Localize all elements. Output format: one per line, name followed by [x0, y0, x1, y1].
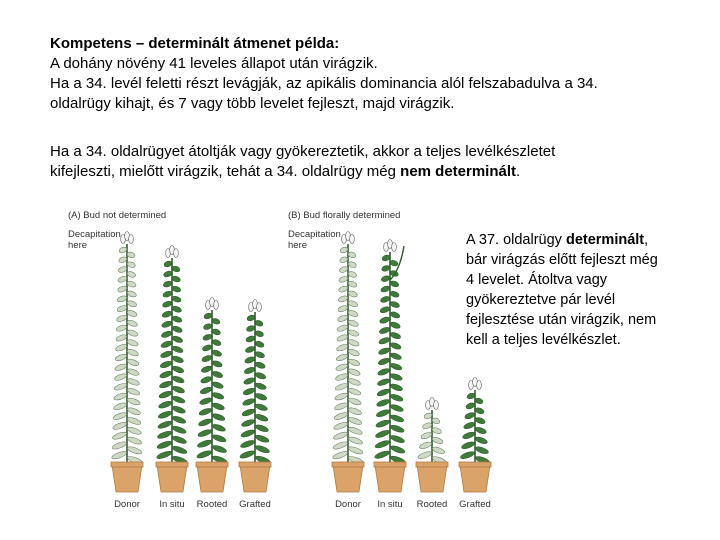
leaf: [474, 426, 487, 435]
leaf: [254, 351, 265, 359]
flower: [350, 235, 355, 244]
panel-a: [68, 210, 271, 510]
pot-rim: [374, 462, 406, 467]
leaf: [161, 310, 172, 318]
leaf: [463, 421, 476, 430]
pot-rim: [239, 462, 271, 467]
leaf: [163, 280, 173, 288]
leaf: [126, 280, 136, 288]
leaf: [197, 428, 212, 438]
leaf: [348, 416, 363, 426]
side-note-line-2: bár virágzás előtt fejleszt még: [466, 252, 658, 268]
side-note: [466, 230, 696, 350]
leaf: [171, 375, 184, 384]
leaf: [127, 416, 142, 426]
leaf: [417, 450, 432, 460]
leaf: [347, 319, 359, 327]
leaf: [126, 300, 137, 308]
leaf: [379, 316, 391, 324]
leaf: [420, 431, 432, 440]
leaf: [171, 335, 183, 344]
panel-a-plant-2: [156, 246, 188, 493]
leaf: [126, 309, 137, 317]
leaf: [111, 440, 127, 450]
leaf: [389, 290, 399, 298]
leaf: [245, 345, 256, 353]
panel-a-plant-3: [196, 298, 228, 493]
intro-line-1: A dohány növény 41 leveles állapot után virágzik.: [50, 55, 378, 72]
leaf: [172, 435, 188, 445]
leaf: [241, 408, 255, 417]
leaf: [379, 326, 391, 335]
leaf: [255, 423, 270, 433]
panel-b-decapitation-label-2: here: [288, 240, 308, 251]
leaf: [378, 347, 391, 356]
leaf: [172, 445, 188, 455]
panel-a-plant-4: [239, 300, 271, 493]
leaf: [333, 411, 348, 421]
flower-pot: [240, 465, 270, 492]
leaf: [116, 314, 128, 322]
leaf: [389, 311, 400, 319]
leaf: [126, 338, 138, 347]
panel-a-plants: [111, 232, 271, 493]
leaf: [475, 445, 490, 455]
leaf: [336, 343, 349, 352]
leaf: [381, 275, 391, 283]
panel-a-decapitation-label: Decapitation: [68, 229, 121, 240]
pot-rim: [111, 462, 143, 467]
leaf: [114, 363, 127, 372]
intro-line-2: Ha a 34. levél feletti részt levágják, az apikális dominancia alól felszabadulva a 34.: [50, 75, 598, 92]
leaf: [474, 416, 485, 424]
leaf: [347, 358, 360, 367]
leaf: [127, 406, 142, 416]
leaf: [158, 410, 173, 420]
leaf: [347, 290, 358, 298]
leaf: [127, 387, 141, 396]
side-note-line-1-end: ,: [644, 232, 649, 248]
flower: [257, 303, 262, 312]
flower: [129, 235, 134, 244]
leaf: [347, 280, 357, 288]
leaf: [159, 370, 172, 379]
flower: [392, 243, 397, 252]
leaf: [201, 365, 213, 374]
leaf: [334, 382, 348, 391]
leaf: [335, 372, 349, 381]
leaf: [376, 398, 391, 408]
leaf: [126, 329, 138, 338]
leaf: [171, 325, 183, 333]
side-note-line-4: gyökereztetve pár levél: [466, 292, 616, 308]
leaf: [245, 335, 255, 343]
leaf: [347, 368, 360, 377]
panel-b-plant-1: [332, 232, 364, 493]
leaf: [171, 315, 182, 323]
leaf: [202, 333, 212, 341]
side-note-line-1: [466, 230, 696, 250]
leaf: [255, 444, 271, 454]
leaf: [254, 392, 267, 401]
leaf: [347, 270, 357, 278]
leaf: [244, 366, 256, 375]
panel-a-decapitation-label-2: here: [68, 240, 88, 251]
leaf: [113, 382, 127, 391]
leaf: [162, 300, 173, 308]
leaf: [461, 440, 476, 450]
leaf: [196, 449, 212, 459]
leaf: [422, 422, 433, 430]
leaf: [113, 402, 128, 412]
leaf: [339, 256, 349, 264]
leaf: [112, 421, 127, 431]
leaf: [161, 330, 173, 339]
leaf: [171, 365, 184, 374]
leaf: [172, 395, 186, 404]
flower-pot: [460, 465, 490, 492]
leaf: [244, 356, 255, 364]
leaf: [171, 345, 183, 354]
leaf: [114, 353, 127, 362]
flower: [174, 249, 179, 258]
not-determined-emphasis: nem determinált: [400, 163, 517, 180]
leaf: [377, 378, 391, 387]
leaf: [112, 411, 127, 421]
leaf: [171, 275, 181, 283]
leaf: [126, 270, 136, 278]
second-line-2-text: kifejleszti, mielőtt virágzik, tehát a 34. oldalrügy még: [50, 163, 401, 180]
flower-pot: [417, 465, 447, 492]
leaf: [431, 436, 443, 445]
leaf: [389, 331, 401, 340]
leaf: [211, 381, 224, 390]
leaf: [337, 324, 349, 333]
determined-emphasis: determinált: [565, 232, 645, 248]
leaf: [374, 439, 390, 449]
leaf: [389, 352, 402, 361]
leaf: [113, 392, 127, 401]
leaf: [347, 348, 360, 357]
pot-rim: [156, 462, 188, 467]
leaf: [347, 300, 358, 308]
leaf: [333, 421, 348, 431]
leaf: [212, 434, 227, 444]
leaf: [255, 434, 270, 444]
leaf: [126, 348, 139, 357]
leaf: [118, 256, 128, 264]
leaf: [202, 344, 213, 352]
leaf: [198, 407, 212, 416]
leaf: [158, 390, 172, 399]
leaf: [163, 270, 173, 278]
leaf: [419, 441, 433, 450]
leaf: [390, 393, 404, 402]
side-note-line-6: kell a teljes levélkészlet.: [466, 332, 621, 348]
leaf: [332, 450, 348, 460]
leaf: [335, 363, 348, 372]
pot-rim: [459, 462, 491, 467]
panel-a-label-rooted: Rooted: [196, 499, 228, 510]
leaf: [211, 391, 224, 400]
leaf: [254, 371, 266, 380]
panel-b: [288, 210, 491, 510]
leaf: [348, 436, 364, 446]
leaf: [160, 350, 173, 359]
leaf: [117, 275, 127, 283]
leaf: [242, 397, 256, 406]
leaf: [379, 306, 390, 314]
panel-b-label-in-situ: In situ: [377, 499, 403, 510]
flower: [477, 381, 482, 390]
leaf: [117, 295, 128, 303]
leaf: [390, 434, 406, 444]
leaf: [172, 415, 187, 425]
leaf: [212, 444, 228, 454]
leaf: [171, 355, 184, 364]
leaf: [199, 386, 212, 395]
leaf: [126, 319, 138, 327]
leaf: [376, 388, 390, 397]
leaf: [200, 375, 213, 384]
leaf: [376, 408, 391, 418]
leaf: [348, 397, 362, 406]
leaf: [117, 285, 128, 293]
leaf: [241, 418, 256, 428]
leaf: [254, 330, 264, 338]
panel-b-plant-2: [374, 240, 406, 493]
leaf: [156, 440, 172, 450]
leaf: [347, 309, 358, 317]
leaf: [389, 300, 400, 308]
side-note-line-5: fejlesztése után virágzik, nem: [466, 312, 657, 328]
leaf: [337, 304, 348, 312]
leaf: [156, 450, 172, 460]
intro-line-3: oldalrügy kihajt, és 7 vagy több levelet fejleszt, majd virágzik.: [50, 95, 455, 112]
leaf: [348, 445, 364, 455]
second-line-1: Ha a 34. oldalrügyet átoltják vagy gyökereztetik, akkor a teljes levélkészletet: [50, 143, 556, 160]
leaf: [332, 440, 348, 450]
leaf: [254, 403, 268, 412]
leaf: [255, 413, 269, 422]
leaf: [212, 423, 227, 433]
leaf: [390, 403, 405, 413]
leaf: [381, 264, 391, 272]
leaf: [127, 397, 141, 406]
second-line-2-end: .: [516, 163, 521, 180]
leaf: [114, 372, 128, 381]
leaf: [172, 425, 187, 435]
leaf: [254, 382, 267, 391]
leaf: [242, 387, 255, 396]
leaf: [338, 275, 348, 283]
flower-pot: [333, 465, 363, 492]
panel-b-decapitation-label: Decapitation: [288, 229, 341, 240]
leaf: [240, 439, 256, 449]
leaf: [126, 358, 139, 367]
leaf: [171, 305, 182, 313]
leaf: [339, 266, 349, 274]
panel-b-plant-3: [416, 398, 448, 493]
leaf: [203, 323, 213, 331]
leaf: [347, 329, 359, 338]
leaf: [157, 420, 172, 430]
panel-a-title: (A) Bud not determined: [68, 210, 167, 221]
leaf: [334, 392, 348, 401]
leaf: [171, 385, 185, 394]
leaf: [336, 334, 348, 343]
panel-a-plant-1: [111, 232, 143, 493]
flower: [214, 301, 219, 310]
leaf: [390, 414, 405, 424]
leaf: [198, 418, 213, 428]
leaf: [389, 280, 399, 288]
leaf: [126, 261, 136, 269]
flower-pot: [375, 465, 405, 492]
leaf: [126, 368, 139, 377]
pot-rim: [416, 462, 448, 467]
leaf: [211, 402, 225, 411]
leaf: [211, 370, 223, 379]
leaf: [334, 402, 349, 412]
leaf: [199, 397, 213, 406]
leaf: [338, 285, 349, 293]
leaf: [171, 285, 181, 293]
leaf: [160, 340, 172, 349]
leaf: [389, 321, 401, 329]
leaf: [474, 436, 488, 445]
side-note-line-3: 4 levelet. Átoltva vagy: [466, 272, 608, 288]
leaf: [201, 354, 212, 362]
side-note-line-1-text: A 37. oldalrügy: [466, 232, 566, 248]
leaf: [171, 295, 181, 303]
leaf: [390, 424, 405, 434]
leaf: [465, 402, 475, 410]
leaf: [157, 430, 173, 440]
leaf: [159, 380, 173, 389]
leaf: [127, 445, 143, 455]
panel-a-label-grafted: Grafted: [239, 499, 271, 510]
leaf: [374, 450, 390, 460]
panel-b-label-rooted: Rooted: [416, 499, 448, 510]
leaf: [348, 426, 363, 436]
flower-pot: [157, 465, 187, 492]
leaf: [347, 377, 361, 386]
leaf: [380, 295, 391, 303]
leaf: [375, 429, 391, 439]
leaf: [337, 314, 349, 322]
leaf: [126, 377, 140, 386]
flower-pot: [112, 465, 142, 492]
leaf: [347, 261, 357, 269]
leaf: [162, 290, 172, 298]
leaf: [431, 446, 445, 455]
leaf: [159, 360, 172, 369]
leaf: [212, 412, 226, 421]
leaf: [116, 324, 128, 333]
leaf: [161, 320, 173, 328]
intro-title: Kompetens – determinált átmenet példa:: [50, 35, 340, 52]
flower: [434, 401, 439, 410]
pot-rim: [196, 462, 228, 467]
leaf: [111, 450, 127, 460]
leaf: [127, 426, 142, 436]
leaf: [377, 367, 390, 376]
leaf: [211, 349, 222, 357]
leaf: [335, 353, 348, 362]
leaf: [246, 325, 256, 333]
leaf: [254, 361, 265, 369]
panel-a-label-donor: Donor: [114, 499, 140, 510]
leaf: [127, 436, 143, 446]
leaf: [389, 362, 402, 371]
leaf: [431, 427, 442, 435]
leaf: [375, 419, 390, 429]
panel-b-label-donor: Donor: [335, 499, 361, 510]
leaf: [118, 266, 128, 274]
leaf: [389, 372, 402, 381]
leaf: [158, 400, 173, 410]
leaf: [126, 290, 137, 298]
leaf: [115, 334, 127, 343]
leaf: [254, 340, 264, 348]
leaf: [464, 412, 475, 420]
leaf: [197, 439, 213, 449]
leaf: [348, 406, 363, 416]
leaf: [211, 360, 222, 368]
leaf: [378, 336, 390, 345]
flower-pot: [197, 465, 227, 492]
leaf: [115, 343, 128, 352]
leaf: [348, 387, 362, 396]
panel-b-title: (B) Bud florally determined: [288, 210, 401, 221]
leaf: [172, 405, 187, 415]
leaf: [116, 304, 127, 312]
leaf: [474, 407, 484, 415]
leaf: [390, 444, 406, 454]
panel-b-plant-4: [459, 378, 491, 493]
pot-rim: [332, 462, 364, 467]
leaf: [380, 285, 390, 293]
leaf: [239, 449, 255, 459]
leaf: [211, 328, 221, 336]
leaf: [460, 450, 476, 460]
leaf: [389, 342, 401, 351]
panel-b-label-grafted: Grafted: [459, 499, 491, 510]
leaf: [240, 429, 255, 439]
leaf: [211, 339, 221, 347]
leaf: [333, 431, 349, 441]
leaf: [377, 357, 390, 366]
leaf: [389, 383, 403, 392]
leaf: [462, 431, 476, 440]
leaf: [112, 431, 128, 441]
leaf: [338, 295, 349, 303]
leaf: [347, 338, 359, 347]
panel-a-label-in-situ: In situ: [159, 499, 185, 510]
leaf: [243, 377, 256, 386]
